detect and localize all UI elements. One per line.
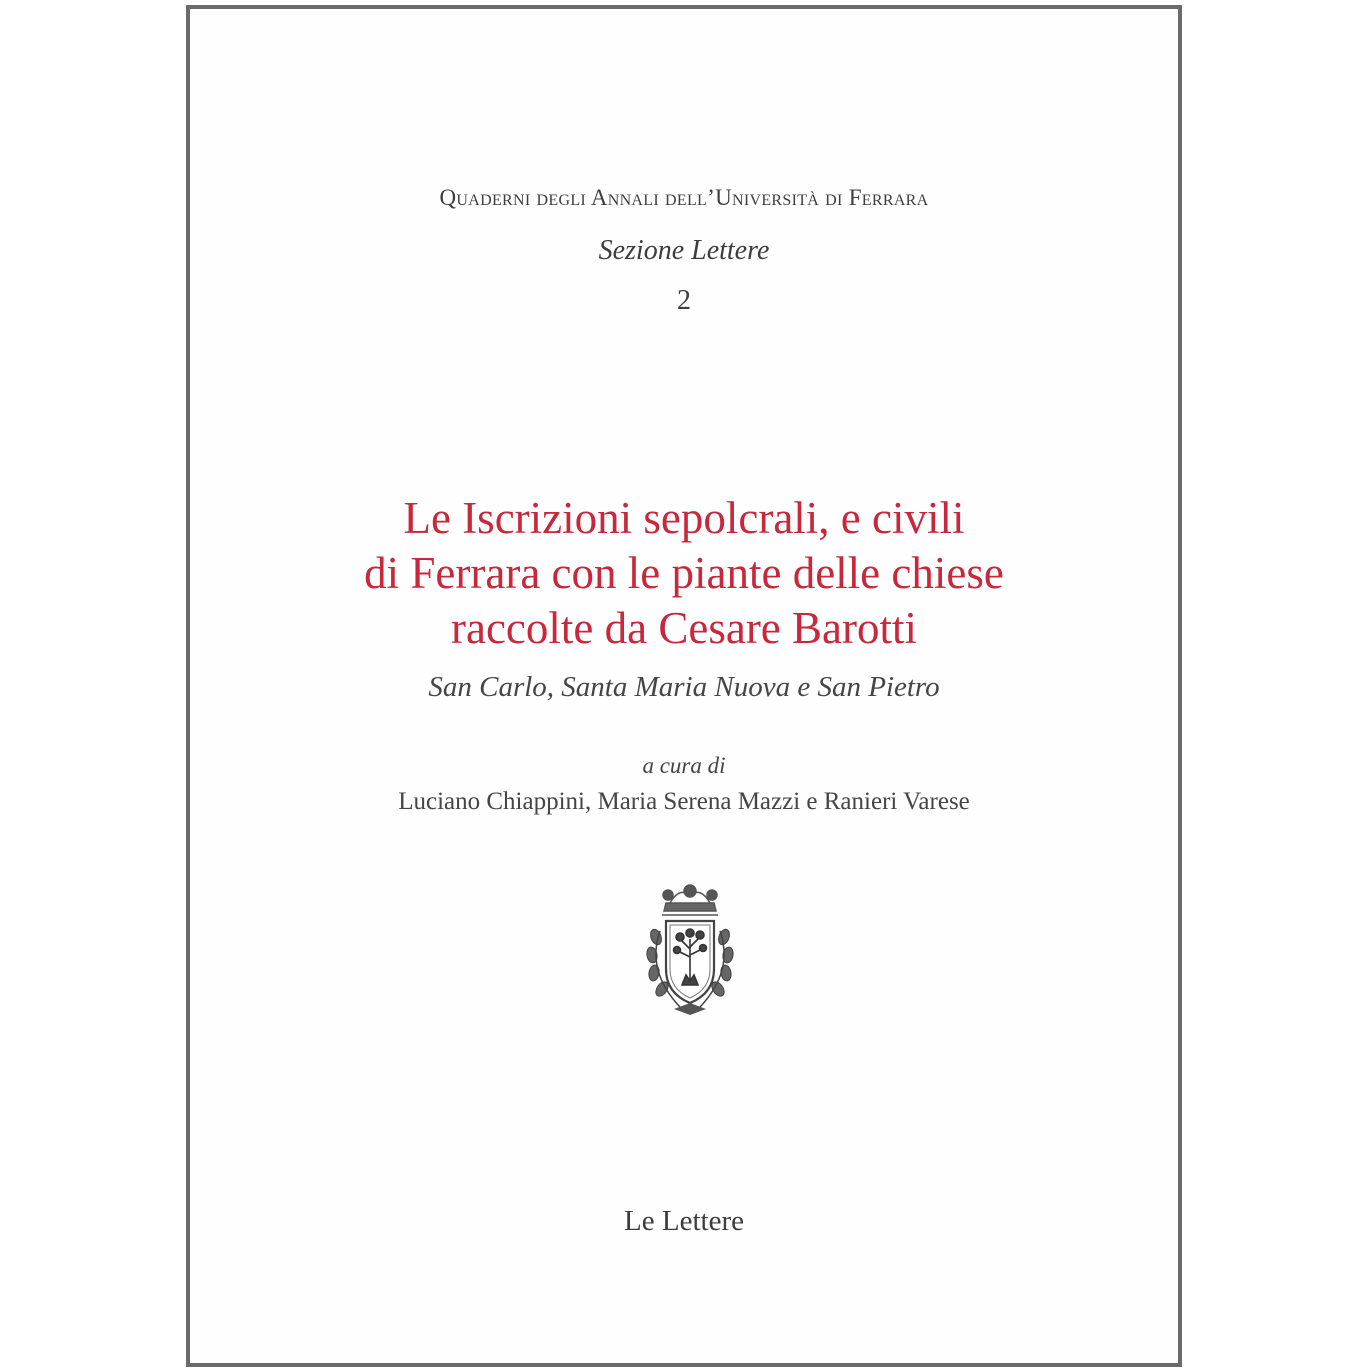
series-title: Quaderni degli Annali dell’Università di Ferrara xyxy=(439,185,929,210)
book-title xyxy=(190,491,1178,656)
publisher-name: Le Lettere xyxy=(624,1205,744,1237)
curator-label: a cura di xyxy=(642,753,726,778)
curators: Luciano Chiappini, Maria Serena Mazzi e Ranieri Varese xyxy=(398,788,970,815)
book-title-line-2: di Ferrara con le piante delle chiese xyxy=(364,548,1004,598)
book-cover xyxy=(186,5,1182,1367)
book-title-line-1: Le Iscrizioni sepolcrali, e civili xyxy=(403,493,965,543)
book-title-line-3: raccolte da Cesare Barotti xyxy=(450,603,918,653)
coat-of-arms-icon xyxy=(630,881,750,1021)
book-subtitle: San Carlo, Santa Maria Nuova e San Pietro xyxy=(428,671,940,703)
volume-number: 2 xyxy=(677,285,691,316)
section-title: Sezione Lettere xyxy=(598,235,770,266)
